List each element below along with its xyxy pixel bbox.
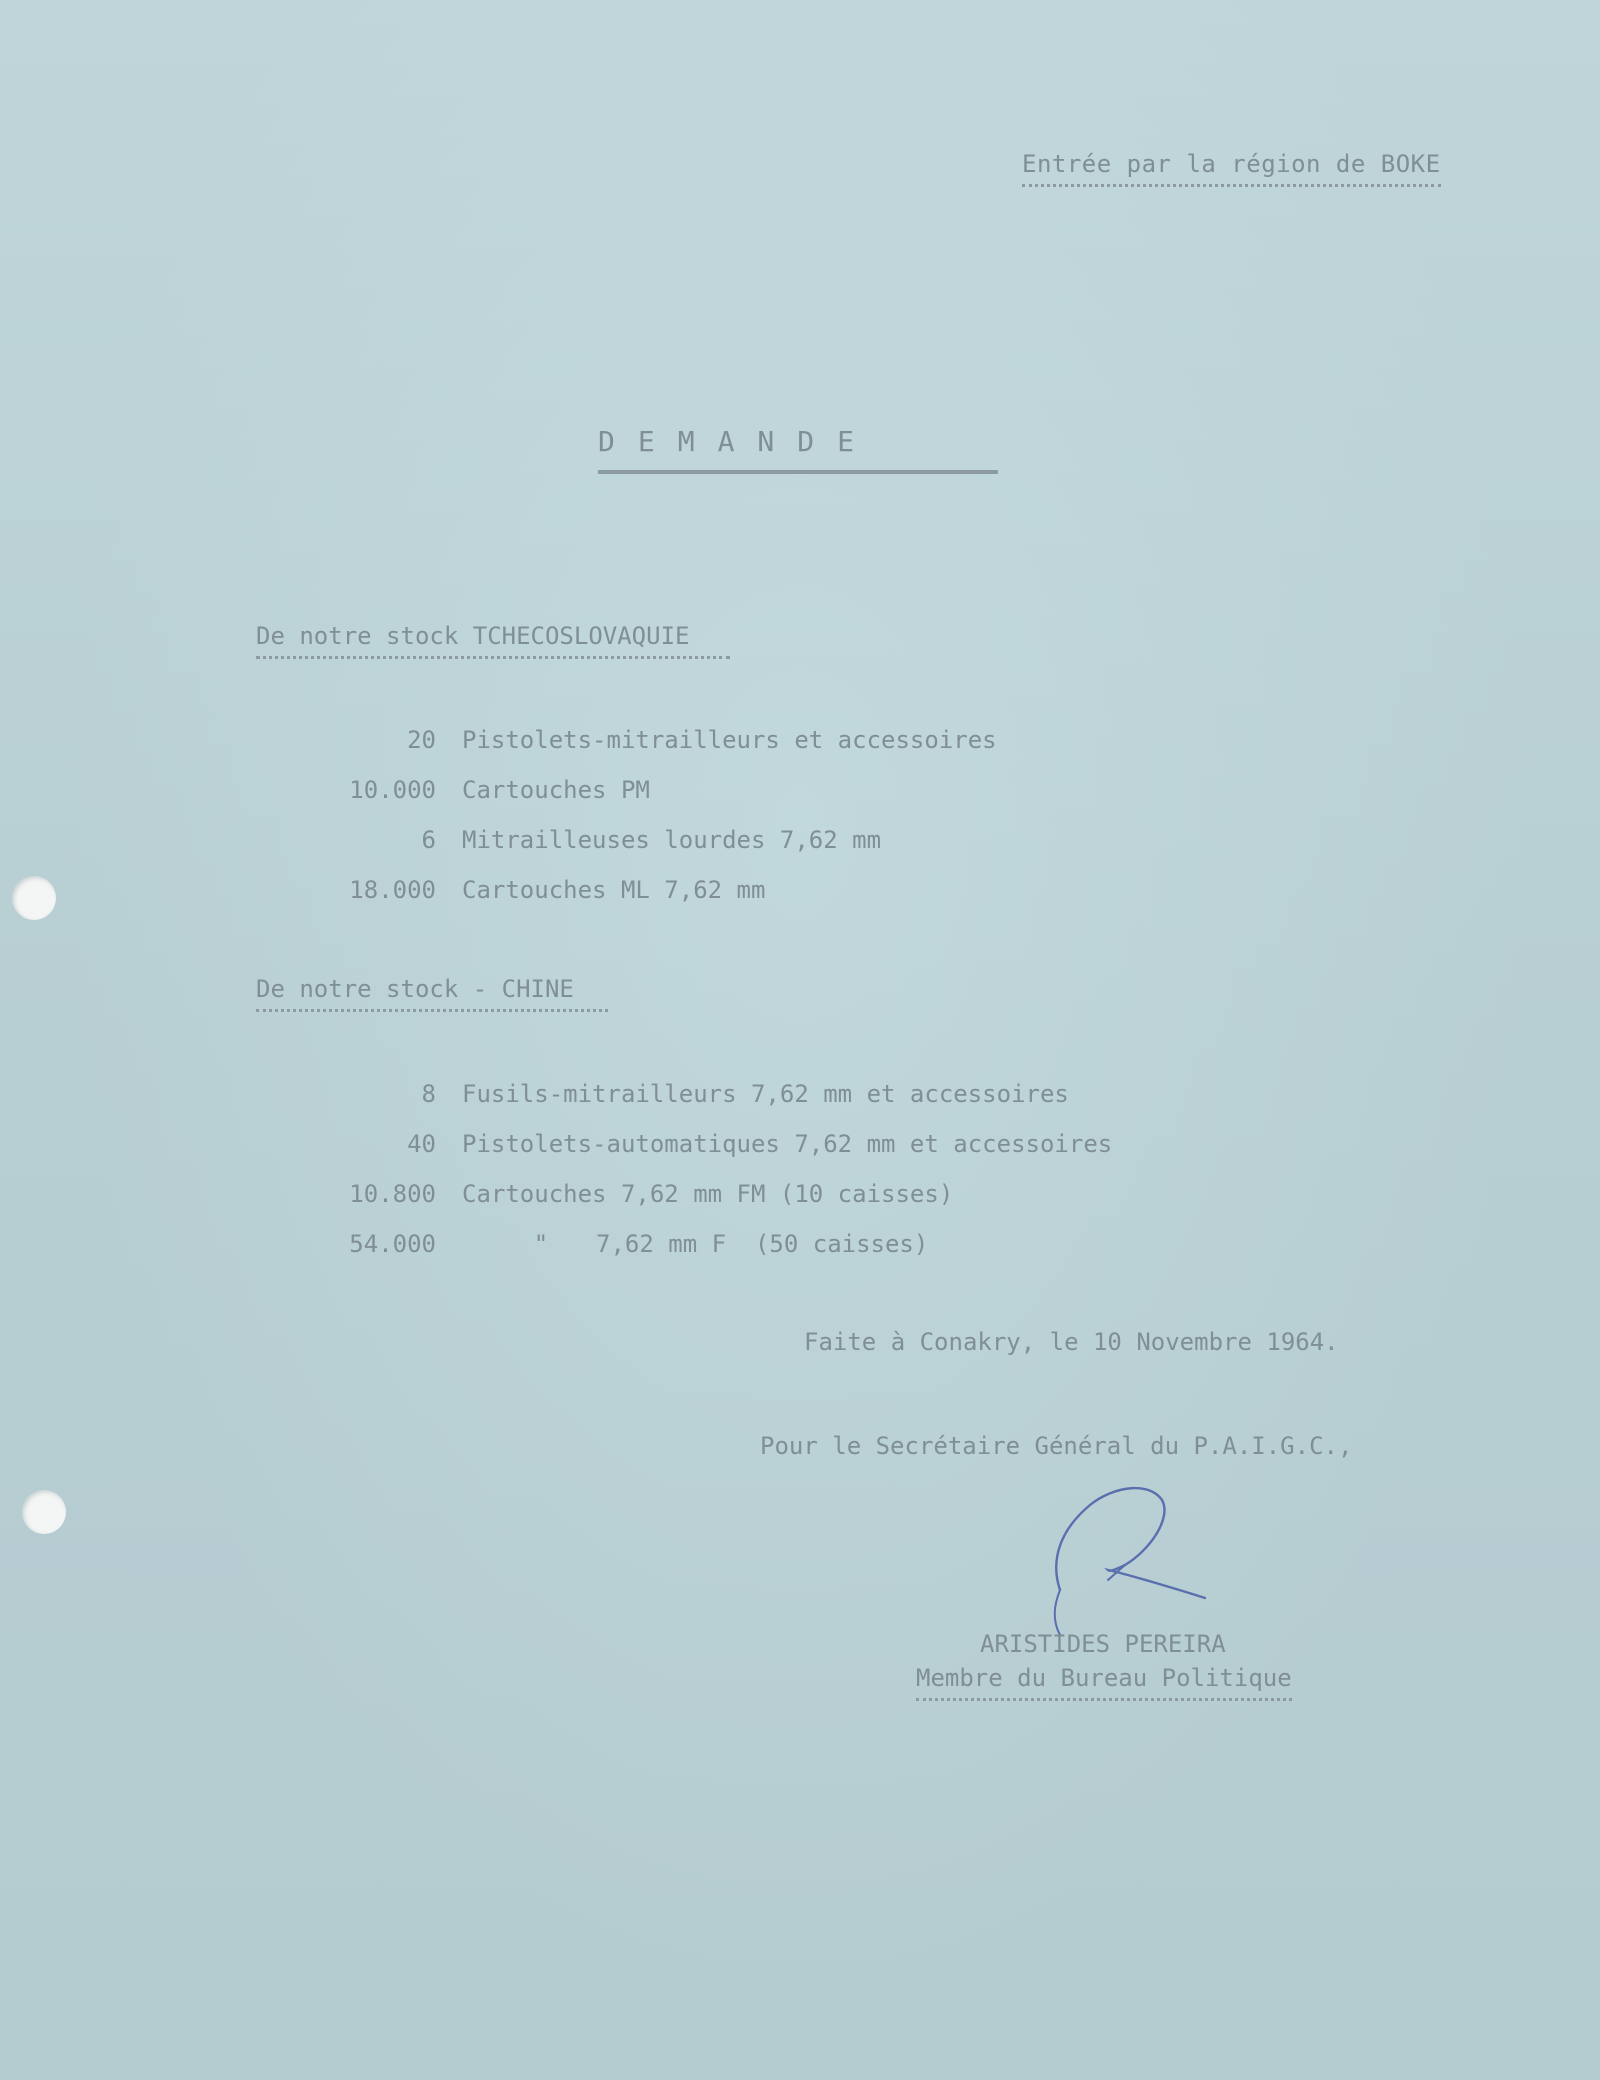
place-date: Faite à Conakry, le 10 Novembre 1964. [804,1328,1339,1356]
entry-note: Entrée par la région de BOKE [1022,150,1441,187]
item-quantity: 40 [407,1130,436,1158]
list-item [300,1230,928,1262]
item-description: Fusils-mitrailleurs 7,62 mm et accessoires [462,1080,1069,1108]
list-item [300,726,997,758]
list-item [300,1130,1112,1162]
signer-title: Membre du Bureau Politique [916,1664,1292,1701]
handwritten-signature [1030,1470,1230,1650]
item-quantity: 18.000 [349,876,436,904]
item-quantity: 10.000 [349,776,436,804]
list-item [300,1180,953,1212]
item-description: Pistolets-mitrailleurs et accessoires [462,726,997,754]
punch-hole [22,1490,66,1534]
item-description: Cartouches 7,62 mm FM (10 caisses) [462,1180,954,1208]
ditto-mark: " [533,1230,549,1258]
item-description: Pistolets-automatiques 7,62 mm et accessoires [462,1130,1113,1158]
item-description: 7,62 mm F (50 caisses) [596,1230,929,1258]
section-heading-czechoslovakia: De notre stock TCHECOSLOVAQUIE [256,622,730,659]
list-item [300,1080,1069,1112]
item-description: Cartouches PM [462,776,650,804]
list-item [300,776,650,808]
list-item [300,876,765,908]
item-quantity: 54.000 [349,1230,436,1258]
item-description: Cartouches ML 7,62 mm [462,876,766,904]
item-description: Mitrailleuses lourdes 7,62 mm [462,826,882,854]
item-quantity: 8 [421,1080,436,1108]
signer-name: ARISTIDES PEREIRA [980,1630,1226,1658]
item-quantity: 20 [407,726,436,754]
document-title: DEMANDE [598,425,998,474]
on-behalf-line: Pour le Secrétaire Général du P.A.I.G.C., [760,1432,1353,1460]
punch-hole [12,876,56,920]
section-heading-china: De notre stock - CHINE [256,975,608,1012]
list-item [300,826,881,858]
item-quantity: 10.800 [349,1180,436,1208]
item-quantity: 6 [421,826,436,854]
